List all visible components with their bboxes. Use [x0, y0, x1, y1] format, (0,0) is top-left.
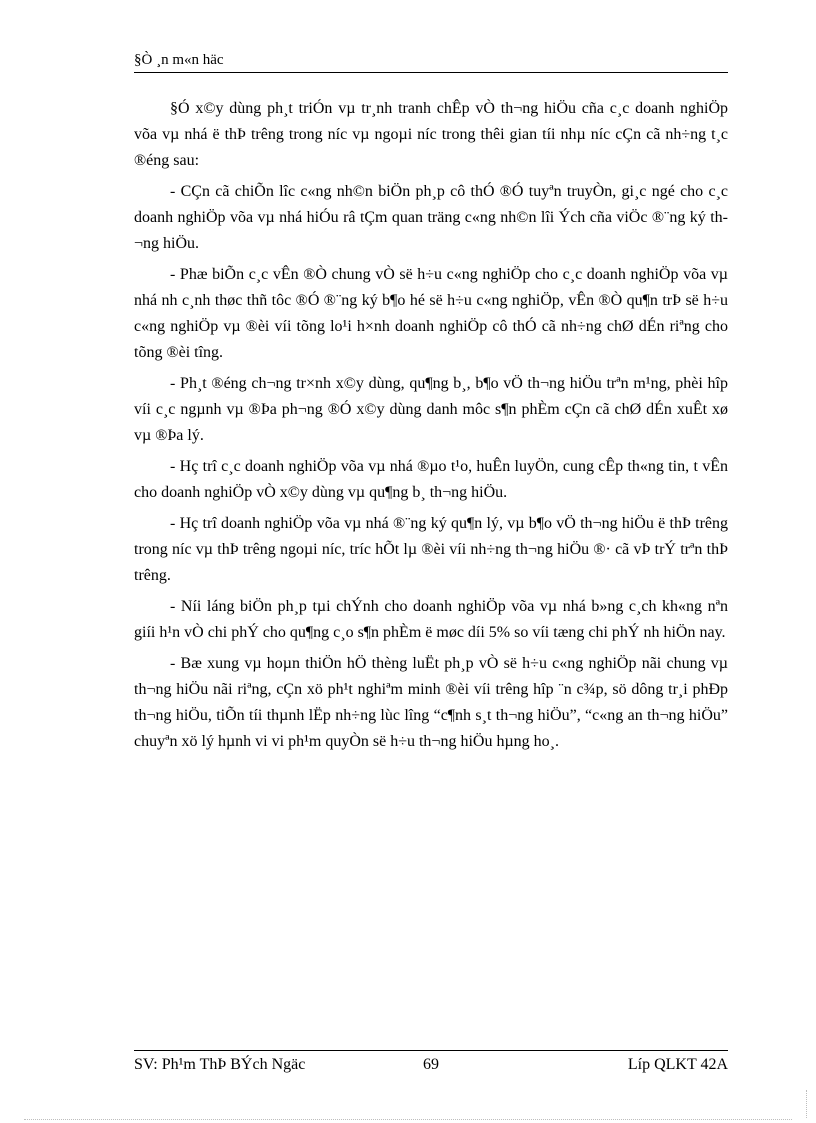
page-edge-divider	[24, 1119, 792, 1120]
paragraph-item-7: - Bæ xung vµ hoµn thiÖn hÖ thèng luËt ph¸p vÒ së h÷u c«ng nghiÖp nãi chung vµ th¬ng hiÖu nãi riªng, cÇn xö ph¹t nghiªm minh ®èi víi trêng hîp ¨n c¾p, sö dông tr¸i phÐp th¬ng hiÖu, tiÕn tíi thµnh lËp nh÷ng lùc lîng “c¶nh s¸t th¬ng hiÖu”, “c«ng an th¬ng hiÖu” chuyªn xö lý hµnh vi vi ph¹m quyÒn së h÷u th¬ng hiÖu hµng ho¸.	[134, 655, 728, 750]
body-text	[134, 96, 728, 760]
paragraph-item-5: - Hç trî doanh nghiÖp võa vµ nhá ®¨ng ký qu¶n lý, vµ b¶o vÖ th¬ng hiÖu ë thÞ trêng trong níc vµ thÞ trêng ngoµi níc, tríc hÕt lµ ®èi víi nh÷ng th¬ng hiÖu ®· cã vÞ trÝ trªn thÞ trêng.	[134, 515, 728, 584]
document-title: §Ò ¸n m«n häc	[134, 52, 224, 68]
paragraph-intro: §Ó x©y dùng ph¸t triÓn vµ tr¸nh tranh chÊp vÒ th¬ng hiÖu cña c¸c doanh nghiÖp võa vµ nhá ë thÞ trêng trong níc vµ ngoµi níc trong thêi gian tíi nhµ níc cÇn cã nh÷ng t¸c ®éng sau:	[134, 100, 728, 169]
page-footer	[134, 1050, 728, 1077]
paragraph-item-6: - Níi láng biÖn ph¸p tµi chÝnh cho doanh nghiÖp võa vµ nhá b»ng c¸ch kh«ng nªn giíi h¹n vÒ chi phÝ cho qu¶ng c¸o s¶n phÈm ë møc díi 5% so víi tæng chi phÝ nh hiÖn nay.	[134, 598, 728, 641]
paragraph-item-2: - Phæ biÕn c¸c vÊn ®Ò chung vÒ së h÷u c«ng nghiÖp cho c¸c doanh nghiÖp võa vµ nhá nh c¸nh thøc thñ tôc ®Ó ®¨ng ký b¶o hé së h÷u c«ng nghiÖp, vÊn ®Ò qu¶n trÞ së h÷u c«ng nghiÖp vµ ®èi víi tõng lo¹i h×nh doanh nghiÖp cô thÓ cã nh÷ng chØ dÉn riªng cho tõng ®èi tîng.	[134, 266, 728, 361]
page-header	[134, 50, 728, 73]
paragraph-item-3: - Ph¸t ®éng ch¬ng tr×nh x©y dùng, qu¶ng b¸, b¶o vÖ th¬ng hiÖu trªn m¹ng, phèi hîp víi c¸c ngµnh vµ ®Þa ph¬ng ®Ó x©y dùng danh môc s¶n phÈm cÇn cã chØ dÉn xuÊt xø vµ ®Þa lý.	[134, 375, 728, 444]
paragraph-item-1: - CÇn cã chiÕn lîc c«ng nh©n biÖn ph¸p cô thÓ ®Ó tuyªn truyÒn, gi¸c ngé cho c¸c doanh nghiÖp võa vµ nhá hiÓu râ tÇm quan träng c«ng nh©n lîi Ých cña viÖc ®¨ng ký th¬ng hiÖu.	[134, 183, 728, 252]
footer-author: SV: Ph¹m ThÞ BÝch Ngäc	[134, 1056, 306, 1073]
paragraph-item-4: - Hç trî c¸c doanh nghiÖp võa vµ nhá ®µo t¹o, huÊn luyÖn, cung cÊp th«ng tin, t vÊn cho doanh nghiÖp vÒ x©y dùng vµ qu¶ng b¸ th¬ng hiÖu.	[134, 458, 728, 501]
footer-class: Líp QLKT 42A	[627, 1056, 728, 1073]
page-edge-corner	[806, 1090, 807, 1118]
page-number: 69	[423, 1056, 439, 1073]
